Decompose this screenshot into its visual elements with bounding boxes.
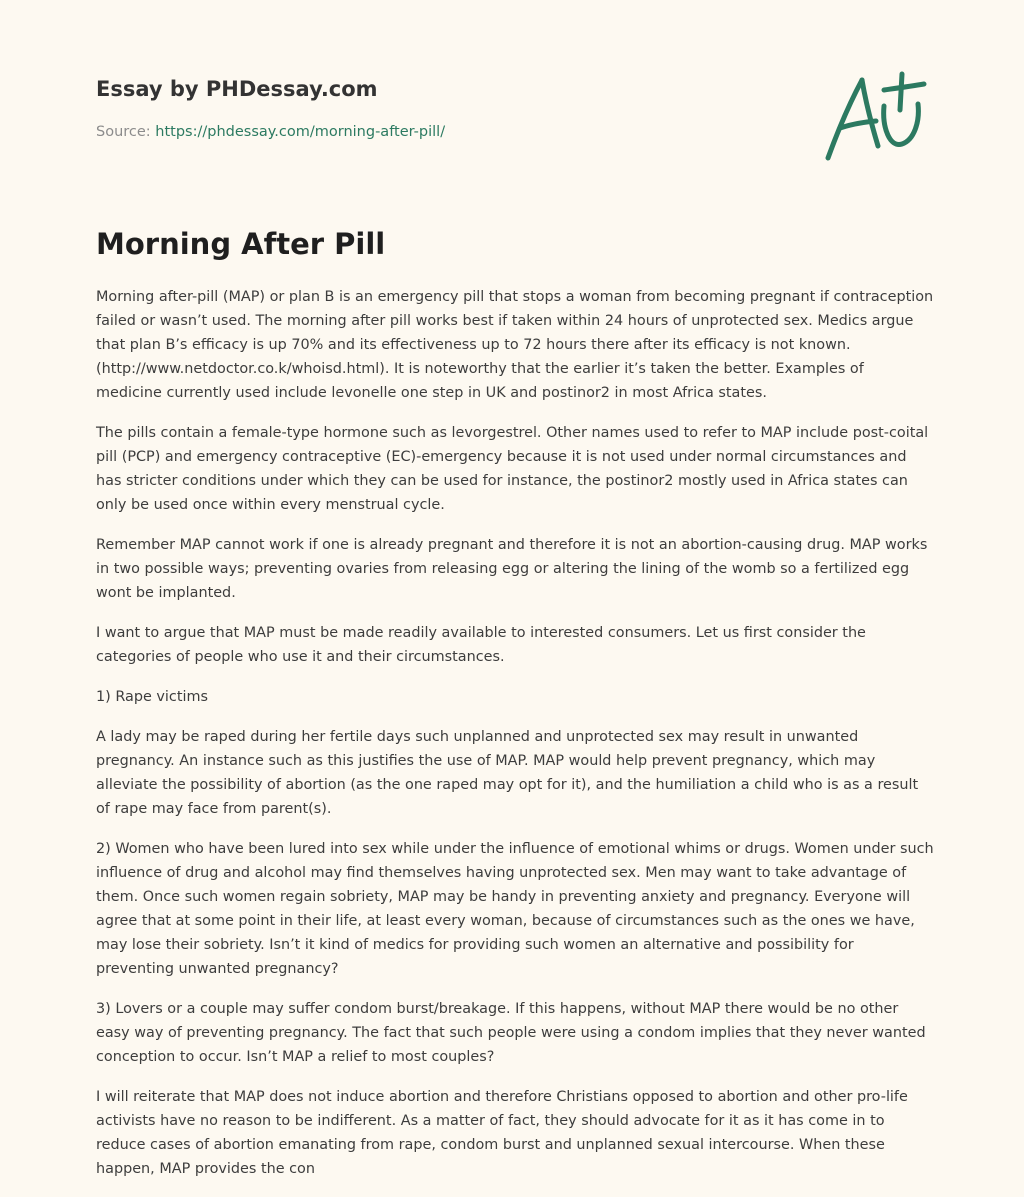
paragraph: Morning after-pill (MAP) or plan B is an emergency pill that stops a woman from becoming pregnant if contraception failed or wasn’t used. The morning after pill works best if taken within 24 hours of unprotected sex. Medics argue that plan B’s efficacy is up 70% and its effectiveness up to 72 hours there after its efficacy is not known. (http://www.netdoctor.co.k/whoisd.html). It is noteworthy that the earlier it’s taken the better. Examples of medicine currently used include levonelle one step in UK and postinor2 in most Africa states. bbox=[96, 289, 934, 401]
paragraph: The pills contain a female-type hormone such as levorgestrel. Other names used to refer to MAP include post-coital pill (PCP) and emergency contraceptive (EC)-emergency because it is not used under normal circumstances and has stricter conditions under which they can be used for instance, the postinor2 mostly used in Africa states can only be used once within every menstrual cycle. bbox=[96, 425, 929, 513]
paragraph: A lady may be raped during her fertile days such unplanned and unprotected sex may result in unwanted pregnancy. An instance such as this justifies the use of MAP. MAP would help prevent pregnancy, which may alleviate the possibility of abortion (as the one raped may opt for it), and the humiliation a child who is as a result of rape may face from parent(s). bbox=[96, 729, 919, 817]
paragraph: Remember MAP cannot work if one is already pregnant and therefore it is not an abortion-causing drug. MAP works in two possible ways; preventing ovaries from releasing egg or altering the lining of the womb so a fertilized egg wont be implanted. bbox=[96, 537, 928, 601]
essay-header bbox=[96, 74, 796, 142]
source-label: Source: bbox=[96, 124, 156, 140]
article-title: Morning After Pill bbox=[96, 227, 386, 261]
paragraph: 3) Lovers or a couple may suffer condom burst/breakage. If this happens, without MAP there would be no other easy way of preventing pregnancy. The fact that such people were using a condom implies that they never wanted conception to occur. Isn’t MAP a relief to most couples? bbox=[96, 1001, 926, 1065]
paragraph: I want to argue that MAP must be made readily available to interested consumers. Let us first consider the categories of people who use it and their circumstances. bbox=[96, 625, 866, 665]
a-plus-logo-icon bbox=[818, 66, 930, 166]
article-body bbox=[96, 285, 934, 1197]
paragraph: I will reiterate that MAP does not induce abortion and therefore Christians opposed to abortion and other pro-life activists have no reason to be indifferent. As a matter of fact, they should advocate for it as it has come in to reduce cases of abortion emanating from rape, condom burst and unplanned sexual intercourse. When these happen, MAP provides the con bbox=[96, 1089, 908, 1177]
site-brand: Essay by PHDessay.com bbox=[96, 77, 378, 101]
source-line bbox=[96, 122, 796, 142]
source-link[interactable]: https://phdessay.com/morning-after-pill/ bbox=[155, 124, 446, 140]
paragraph: 2) Women who have been lured into sex while under the influence of emotional whims or drugs. Women under such influence of drug and alcohol may find themselves having unprotected sex. Men may want to take advantage of them. Once such women regain sobriety, MAP may be handy in preventing anxiety and pregnancy. Everyone will agree that at some point in their life, at least every woman, because of circumstances such as the ones we have, may lose their sobriety. Isn’t it kind of medics for providing such women an alternative and possibility for preventing unwanted pregnancy? bbox=[96, 841, 934, 977]
paragraph: 1) Rape victims bbox=[96, 689, 208, 705]
